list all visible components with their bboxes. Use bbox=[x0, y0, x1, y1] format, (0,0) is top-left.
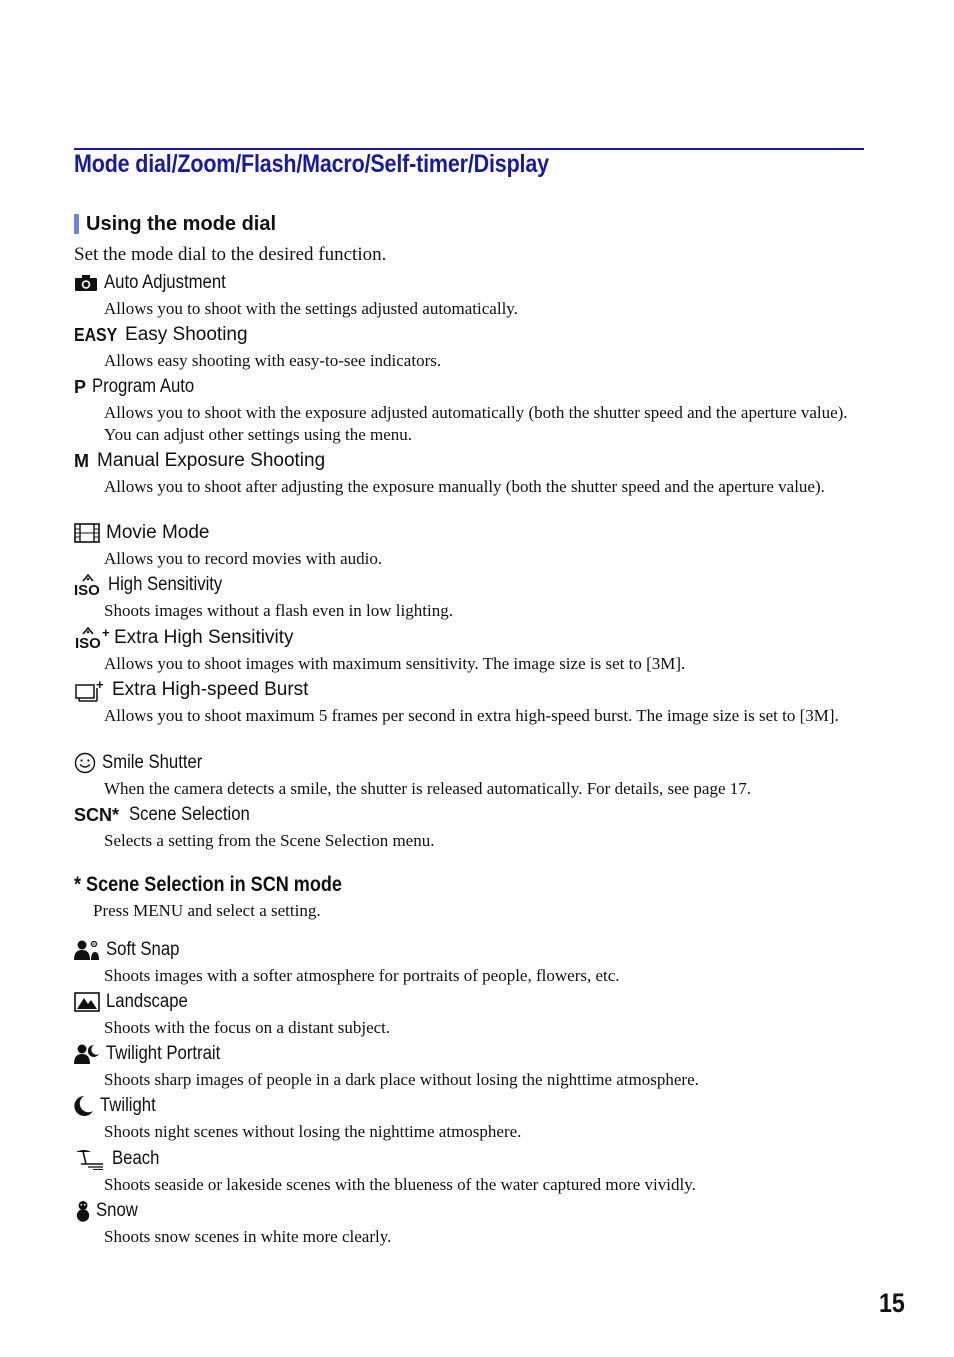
svg-text:+: + bbox=[102, 626, 110, 640]
scene-description: Shoots images with a softer atmosphere for portraits of people, flowers, etc. bbox=[104, 966, 620, 985]
mode-description: Allows you to shoot after adjusting the exposure manually (both the shutter speed and the aperture value). bbox=[104, 477, 825, 496]
mode-description: Shoots images without a flash even in low lighting. bbox=[104, 601, 453, 620]
soft-snap-icon bbox=[74, 938, 100, 962]
svg-text:ISO: ISO bbox=[74, 582, 100, 597]
mode-description: Allows you to shoot with the exposure adjusted automatically (both the shutter speed and the aperture value). You can adjust other settings using the menu. bbox=[104, 403, 848, 444]
mode-label: Movie Mode bbox=[106, 522, 210, 543]
mode-item-auto bbox=[74, 271, 864, 320]
scene-item-snow bbox=[74, 1199, 864, 1248]
section-heading bbox=[74, 212, 276, 236]
mode-item-smile bbox=[74, 751, 864, 800]
scene-item-twilight-portrait bbox=[74, 1042, 864, 1091]
svg-text:ISO: ISO bbox=[75, 635, 101, 650]
mode-item-manual bbox=[74, 449, 864, 498]
snowman-icon bbox=[74, 1199, 92, 1223]
section-intro: Set the mode dial to the desired function. bbox=[74, 244, 387, 265]
landscape-icon bbox=[74, 990, 100, 1014]
burst-plus-icon bbox=[74, 678, 108, 702]
mode-item-extra-high-sensitivity bbox=[74, 626, 864, 675]
scene-description: Shoots snow scenes in white more clearly. bbox=[104, 1227, 392, 1246]
mode-label: Easy Shooting bbox=[125, 324, 248, 345]
mode-item-easy bbox=[74, 323, 864, 372]
moon-icon bbox=[74, 1094, 94, 1118]
scene-description: Shoots night scenes without losing the nighttime atmosphere. bbox=[104, 1122, 522, 1141]
easy-icon: EASY bbox=[74, 324, 118, 345]
scene-item-twilight bbox=[74, 1094, 864, 1143]
page-number: 15 bbox=[879, 1288, 905, 1318]
scene-description: Shoots sharp images of people in a dark place without losing the nighttime atmosphere. bbox=[104, 1070, 699, 1089]
scene-label: Landscape bbox=[106, 991, 188, 1012]
scene-label: Snow bbox=[96, 1200, 138, 1221]
mode-label: Manual Exposure Shooting bbox=[97, 450, 326, 471]
mode-description: Allows you to record movies with audio. bbox=[104, 549, 383, 568]
scene-note-heading: * Scene Selection in SCN mode bbox=[74, 873, 342, 896]
mode-label: High Sensitivity bbox=[108, 574, 223, 595]
mode-label: Smile Shutter bbox=[102, 752, 203, 773]
scene-label: Twilight bbox=[100, 1095, 156, 1116]
smile-icon bbox=[74, 751, 96, 775]
mode-label: Program Auto bbox=[92, 376, 195, 397]
twilight-portrait-icon bbox=[74, 1042, 100, 1066]
svg-text:+: + bbox=[96, 678, 104, 692]
section-bar bbox=[74, 214, 79, 234]
camera-icon bbox=[74, 271, 98, 295]
scene-description: Shoots with the focus on a distant subject. bbox=[104, 1018, 391, 1037]
iso-plus-icon bbox=[74, 626, 110, 650]
mode-description: Allows you to shoot with the settings adjusted automatically. bbox=[104, 299, 518, 318]
mode-description: When the camera detects a smile, the shutter is released automatically. For details, see page 17. bbox=[104, 779, 752, 798]
manual-icon: M bbox=[74, 450, 89, 471]
section-heading-text: Using the mode dial bbox=[86, 212, 277, 235]
mode-label: Extra High Sensitivity bbox=[114, 627, 294, 648]
mode-item-movie bbox=[74, 521, 864, 570]
scene-description: Shoots seaside or lakeside scenes with the blueness of the water captured more vividly. bbox=[104, 1175, 696, 1194]
mode-description: Allows you to shoot maximum 5 frames per second in extra high-speed burst. The image size is set to [3M]. bbox=[104, 706, 839, 725]
mode-item-program bbox=[74, 375, 864, 446]
scene-label: Twilight Portrait bbox=[106, 1043, 221, 1064]
movie-film-icon bbox=[74, 521, 100, 545]
scn-icon: SCN* bbox=[74, 804, 120, 825]
scene-item-beach bbox=[74, 1147, 864, 1196]
mode-label: Extra High-speed Burst bbox=[112, 679, 309, 700]
scene-item-soft-snap bbox=[74, 938, 864, 987]
scene-label: Beach bbox=[112, 1148, 160, 1169]
scene-label: Soft Snap bbox=[106, 939, 180, 960]
mode-item-burst bbox=[74, 678, 864, 727]
scene-item-landscape bbox=[74, 990, 864, 1039]
scene-note-text: Press MENU and select a setting. bbox=[93, 901, 321, 920]
mode-description: Allows easy shooting with easy-to-see indicators. bbox=[104, 351, 442, 370]
page-title: Mode dial/Zoom/Flash/Macro/Self-timer/Display bbox=[74, 150, 549, 178]
program-icon: P bbox=[74, 376, 87, 397]
mode-item-scene bbox=[74, 803, 864, 852]
beach-icon bbox=[74, 1147, 104, 1171]
iso-high-sensitivity-icon bbox=[74, 573, 102, 597]
mode-item-high-sensitivity bbox=[74, 573, 864, 622]
mode-label: Auto Adjustment bbox=[104, 272, 226, 293]
mode-description: Selects a setting from the Scene Selection menu. bbox=[104, 831, 435, 850]
mode-description: Allows you to shoot images with maximum sensitivity. The image size is set to [3M]. bbox=[104, 654, 686, 673]
mode-label: Scene Selection bbox=[129, 804, 250, 825]
